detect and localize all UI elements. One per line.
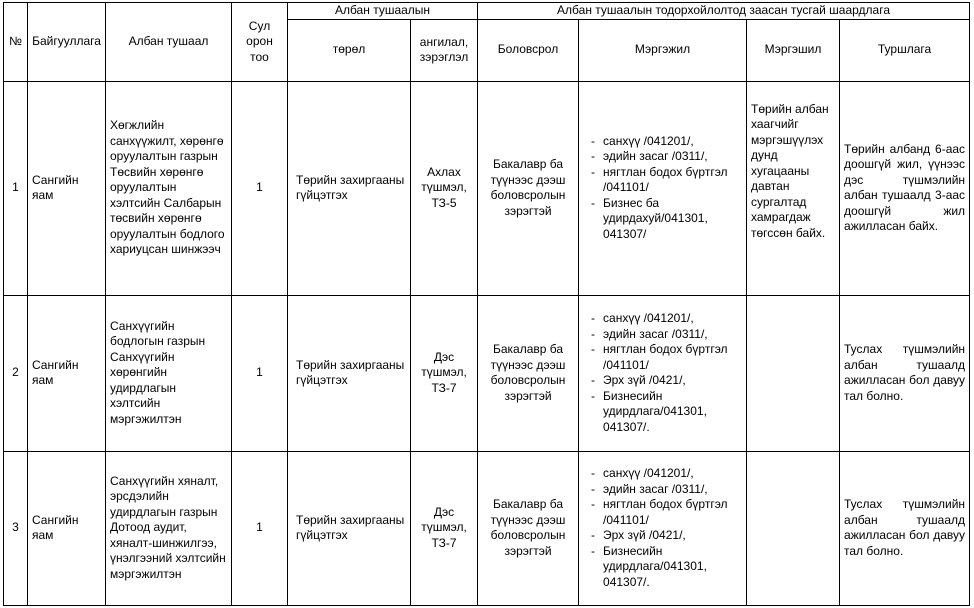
header-position: Албан тушаал — [106, 3, 232, 82]
header-experience: Туршлага — [840, 19, 970, 81]
row-num: 2 — [4, 295, 28, 451]
row-experience: Төрийн албанд 6-аас доошгүй жил, үүнээс дэс түшмэлийн албан тушаалд 3-аас доошгүй жил ажилласан байх. — [840, 81, 970, 295]
row-education: Бакалавр ба түүнээс дээш боловсролын зэрэгтэй — [478, 451, 579, 605]
profession-item: - нягтлан бодох бүртгэл /041101/ — [603, 497, 742, 528]
profession-item: - Бизнесийн удирдлага/041301, 041307/. — [603, 389, 742, 436]
row-num: 1 — [4, 81, 28, 295]
profession-item: - эдийн засаг /0311/, — [603, 482, 742, 498]
row-profession — [579, 295, 747, 451]
row-category: Ахлах түшмэл, ТЗ-5 — [411, 81, 478, 295]
row-position: Хөгжлийн санхүүжилт, хөрөнгө оруулалтын газрын Төсвийн хөрөнгө оруулалтын хэлтсийн Салбарын төсвийн хөрөнгө оруулалтын бодлого хариуцсан шинжээч — [106, 81, 232, 295]
header-profession: Мэргэжил — [579, 19, 747, 81]
profession-item: - эдийн засаг /0311/, — [603, 149, 742, 165]
row-vacancy: 1 — [232, 451, 288, 605]
row-type: Төрийн захиргааны гүйцэтгэх — [288, 451, 411, 605]
row-skill — [747, 295, 840, 451]
row-position: Санхүүгийн хяналт, эрсдэлийн удирдлагын газрын Дотоод аудит, хяналт-шинжилгээ, үнэлгээний хэлтсийн мэргэжилтэн — [106, 451, 232, 605]
header-num: № — [4, 3, 28, 82]
row-vacancy: 1 — [232, 81, 288, 295]
row-organization: Сангийн яам — [28, 295, 106, 451]
row-category: Дэс түшмэл, ТЗ-7 — [411, 451, 478, 605]
profession-item: - нягтлан бодох бүртгэл /041101/ — [603, 165, 742, 196]
row-skill — [747, 451, 840, 605]
row-education: Бакалавр ба түүнээс дээш боловсролын зэрэгтэй — [478, 81, 579, 295]
table-row — [4, 295, 970, 451]
profession-item: - Бизнесийн удирдлага/041301, 041307/. — [603, 544, 742, 591]
header-category: ангилал, зэрэглэл — [411, 19, 478, 81]
table-row — [4, 451, 970, 605]
profession-item: - эдийн засаг /0311/, — [603, 327, 742, 343]
row-num: 3 — [4, 451, 28, 605]
header-requirements-group: Албан тушаалын тодорхойлолтод заасан тусгай шаардлага — [478, 3, 970, 20]
row-skill: Төрийн албан хаагчийг мэргэшүүлэх дунд хугацааны давтан сургалтад хамрагдаж төгссөн байх. — [747, 81, 840, 295]
vacancy-requirements-table — [3, 2, 970, 606]
row-category: Дэс түшмэл, ТЗ-7 — [411, 295, 478, 451]
profession-item: - санхүү /041201/, — [603, 311, 742, 327]
row-type: Төрийн захиргааны гүйцэтгэх — [288, 81, 411, 295]
row-position: Санхүүгийн бодлогын газрын Санхүүгийн хөрөнгийн удирдлагын хэлтсийн мэргэжилтэн — [106, 295, 232, 451]
header-type: төрөл — [288, 19, 411, 81]
profession-item: - санхүү /041201/, — [603, 134, 742, 150]
row-organization: Сангийн яам — [28, 451, 106, 605]
row-experience: Туслах түшмэлийн албан тушаалд ажилласан бол давуу тал болно. — [840, 451, 970, 605]
table-row — [4, 81, 970, 295]
row-profession — [579, 81, 747, 295]
profession-item: - санхүү /041201/, — [603, 466, 742, 482]
header-education: Боловсрол — [478, 19, 579, 81]
row-vacancy: 1 — [232, 295, 288, 451]
profession-item: - Эрх зүй /0421/, — [603, 528, 742, 544]
header-row-top — [4, 3, 970, 20]
header-organization: Байгууллага — [28, 3, 106, 82]
header-vacancy: Сул орон тоо — [232, 3, 288, 82]
row-experience: Туслах түшмэлийн албан тушаалд ажилласан бол давуу тал болно. — [840, 295, 970, 451]
profession-item: - Бизнес ба удирдахуй/041301, 041307/ — [603, 196, 742, 243]
row-organization: Сангийн яам — [28, 81, 106, 295]
row-type: Төрийн захиргааны гүйцэтгэх — [288, 295, 411, 451]
row-profession — [579, 451, 747, 605]
header-skill: Мэргэшил — [747, 19, 840, 81]
header-position-group: Албан тушаалын — [288, 3, 478, 20]
profession-item: - Эрх зүй /0421/, — [603, 373, 742, 389]
profession-item: - нягтлан бодох бүртгэл /041101/ — [603, 342, 742, 373]
row-education: Бакалавр ба түүнээс дээш боловсролын зэрэгтэй — [478, 295, 579, 451]
